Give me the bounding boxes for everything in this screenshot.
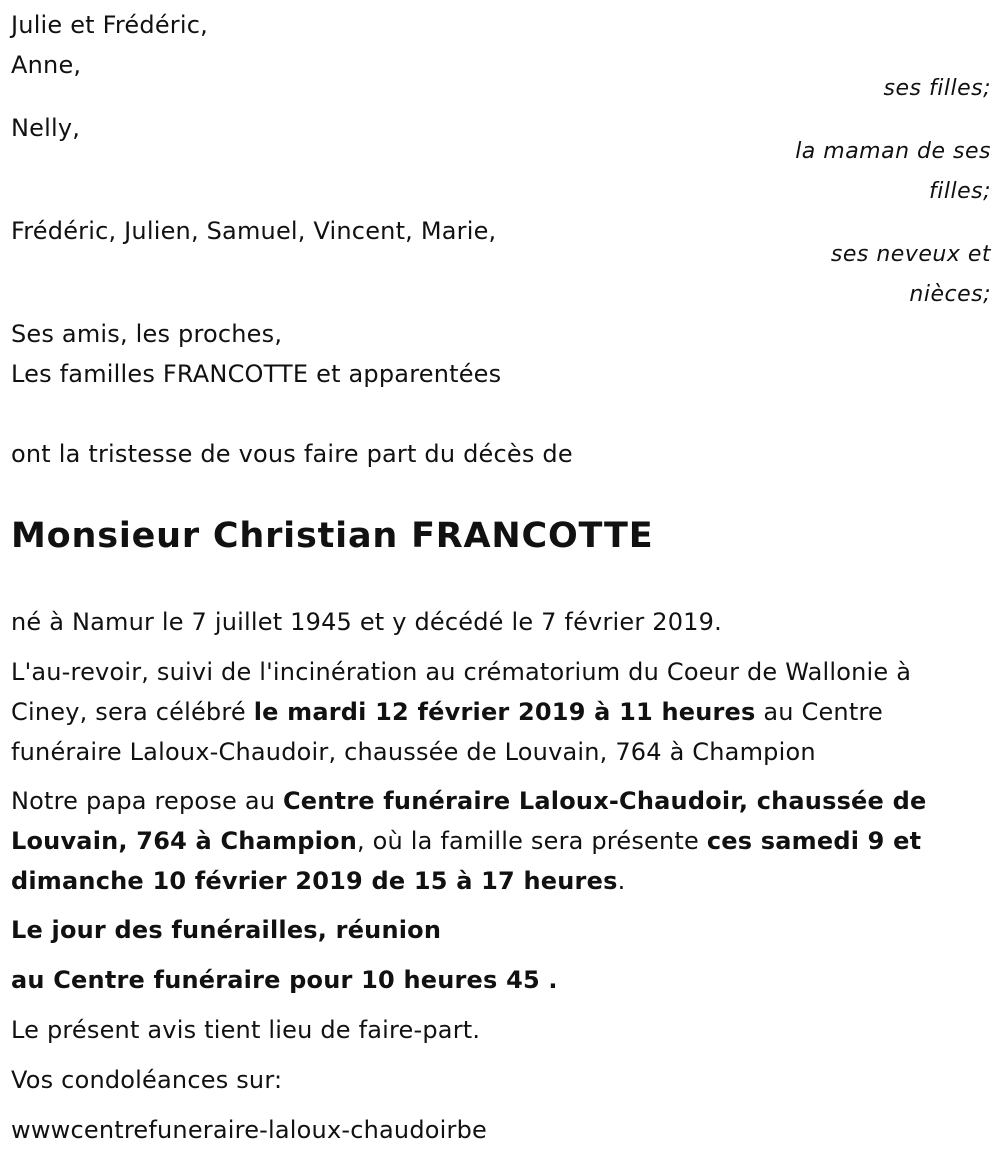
funeral-day-text-1: Le jour des funérailles, réunion (11, 916, 442, 944)
family-line-anne: Anne, (11, 51, 82, 79)
ceremony-date: le mardi 12 février 2019 à 11 heures (253, 698, 756, 726)
ceremony-text-after: au Centre funéraire Laloux-Chaudoir, chaussée de Louvain, 764 à Champion (11, 698, 883, 766)
ceremony-paragraph (11, 652, 991, 772)
repose-text-2: , où la famille sera présente (356, 827, 707, 855)
repose-visiting-hours: ces samedi 9 et dimanche 10 février 2019 de 15 à 17 heures (11, 827, 922, 895)
birth-death-line: né à Namur le 7 juillet 1945 et y décédé le 7 février 2019. (11, 608, 722, 636)
ceremony-text-before: L'au-revoir, suivi de l'incinération au crématorium du Coeur de Wallonie à Ciney, sera célébré (11, 658, 912, 726)
role-neveux-nieces: ses neveux et nièces; (830, 242, 991, 307)
condolences-label: Vos condoléances sur: (11, 1066, 283, 1094)
family-line-francotte-families: Les familles FRANCOTTE et apparentées (11, 360, 502, 388)
family-line-julie-frederic: Julie et Frédéric, (11, 11, 208, 39)
funeral-day-line-2 (11, 960, 558, 1000)
family-line-nelly: Nelly, (11, 114, 81, 142)
funeral-day-text-2: au Centre funéraire pour 10 heures 45 . (11, 966, 558, 994)
notice-line: Le présent avis tient lieu de faire-part. (11, 1016, 481, 1044)
website-link[interactable]: wwwcentrefuneraire-laloux-chaudoirbe (11, 1116, 487, 1144)
family-line-nephews: Frédéric, Julien, Samuel, Vincent, Marie, (11, 217, 497, 245)
role-maman-de-ses-filles: la maman de ses filles; (795, 139, 991, 204)
repose-text-1: Notre papa repose au (11, 787, 283, 815)
role-ses-filles: ses filles; (883, 76, 991, 101)
family-line-friends: Ses amis, les proches, (11, 320, 283, 348)
deceased-name: Monsieur Christian FRANCOTTE (11, 516, 654, 556)
funeral-day-line-1 (11, 910, 441, 950)
repose-text-3: . (617, 867, 626, 895)
repose-location: Centre funéraire Laloux-Chaudoir, chaussée de Louvain, 764 à Champion (11, 787, 927, 855)
repose-paragraph (11, 781, 991, 901)
announcement-text: ont la tristesse de vous faire part du décès de (11, 440, 573, 468)
